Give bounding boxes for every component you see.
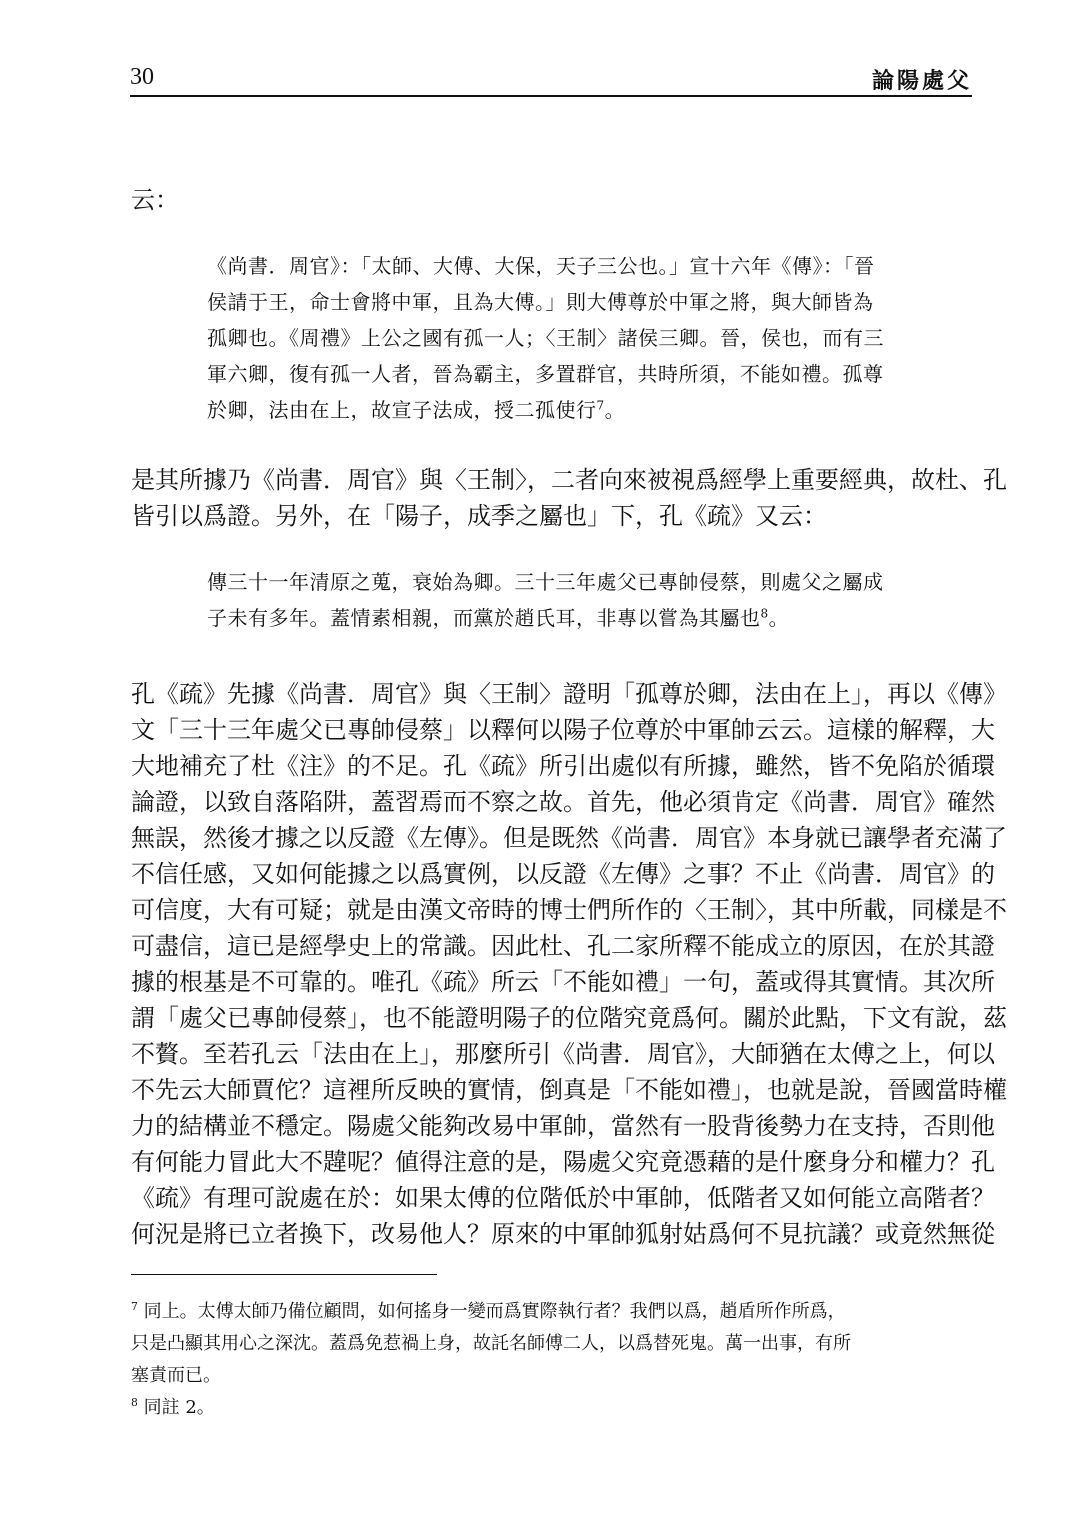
footnote-text: 同註 2。 <box>143 1397 215 1418</box>
page-number: 30 <box>130 64 154 90</box>
footnote-line: 只是凸顯其用心之深沈。蓋爲免惹禍上身，故託名師傅二人，以爲替死鬼。萬一出事，有所 <box>131 1333 851 1354</box>
body-line: 可盡信，這已是經學史上的常識。因此杜、孔二家所釋不能成立的原因，在於其證 <box>131 932 995 960</box>
body-line: 論證，以致自落陷阱，蓋習焉而不察之故。首先，他必須肯定《尚書．周官》確然 <box>131 788 995 816</box>
footnote-text: 同上。太傅太師乃備位顧問，如何搖身一變而爲實際執行者？我們以爲，趙盾所作所爲， <box>143 1301 846 1322</box>
quote-line <box>207 394 625 423</box>
body-line: 皆引以爲證。另外，在「陽子，成季之屬也」下，孔《疏》又云： <box>131 502 827 530</box>
footnote-7 <box>131 1297 846 1323</box>
body-line: 大地補充了杜《注》的不足。孔《疏》所引出處似有所據，雖然，皆不免陷於循環 <box>131 752 995 780</box>
footnote-8 <box>131 1393 215 1419</box>
body-line: 何況是將已立者換下，改易他人？原來的中軍帥狐射姑爲何不見抗議？或竟然無從 <box>131 1220 995 1248</box>
quote-text: 子未有多年。蓋情素相親，而黨於趙氏耳，非專以嘗為其屬也 <box>207 606 761 630</box>
page-header <box>130 60 972 96</box>
footnote-line: 塞責而已。 <box>131 1365 221 1386</box>
body-line: 無誤，然後才據之以反證《左傳》。但是既然《尚書．周官》本身就已讓學者充滿了 <box>131 824 1007 852</box>
body-line: 不信任感，又如何能據之以爲實例，以反證《左傳》之事？不止《尚書．周官》的 <box>131 860 995 888</box>
body-line: 文「三十三年處父已專帥侵蔡」以釋何以陽子位尊於中軍帥云云。這樣的解釋，大 <box>131 716 995 744</box>
body-line: 據的根基是不可靠的。唯孔《疏》所云「不能如禮」一句，蓋或得其實情。其次所 <box>131 968 995 996</box>
footnote-mark: 7 <box>131 1300 138 1313</box>
body-line: 不贅。至若孔云「法由在上」，那麼所引《尚書．周官》，大師猶在太傅之上，何以 <box>131 1040 995 1068</box>
body-line: 是其所據乃《尚書．周官》與〈王制〉，二者向來被視爲經學上重要經典，故杜、孔 <box>131 466 1007 494</box>
body-line: 可信度，大有可疑；就是由漢文帝時的博士們所作的〈王制〉，其中所載，同樣是不 <box>131 896 1007 924</box>
footnote-rule <box>131 1274 437 1275</box>
body-line: 《疏》有理可說處在於：如果太傅的位階低於中軍帥，低階者又如何能立高階者？ <box>131 1184 995 1212</box>
running-title: 論陽處父 <box>871 68 972 94</box>
intro-text: 云： <box>131 186 179 214</box>
quote-line: 軍六卿，復有孤一人者，晉為霸主，多置群官，共時所須，不能如禮。孤尊 <box>207 362 884 386</box>
quote-line: 傳三十一年清原之蒐，衰始為卿。三十三年處父已專帥侵蔡，則處父之屬成 <box>207 570 884 594</box>
body-line: 有何能力冒此大不韙呢？値得注意的是，陽處父究竟憑藉的是什麼身分和權力？孔 <box>131 1148 995 1176</box>
quote-line <box>207 602 789 631</box>
body-line: 力的結構並不穩定。陽處父能夠改易中軍帥，當然有一股背後勢力在支持，否則他 <box>131 1112 995 1140</box>
footnote-mark: 8 <box>131 1396 138 1409</box>
quote-text-end: 。 <box>604 398 626 422</box>
body-line: 謂「處父已專帥侵蔡」，也不能證明陽子的位階究竟爲何。關於此點，下文有說，茲 <box>131 1004 1007 1032</box>
quote-line: 侯請于王，命士會將中軍，且為大傅。」則大傅尊於中軍之將，與大師皆為 <box>207 290 874 314</box>
header-rule <box>130 95 972 97</box>
quote-line: 孤卿也。《周禮》上公之國有孤一人；〈王制〉諸侯三卿。晉，侯也，而有三 <box>207 326 884 350</box>
quote-text: 於卿，法由在上，故宣子法成，授二孤使行 <box>207 398 597 422</box>
footnote-ref-7[interactable]: 7 <box>596 398 605 413</box>
body-line: 不先云大師賈佗？這裡所反映的實情，倒真是「不能如禮」，也就是說，晉國當時權 <box>131 1076 1007 1104</box>
quote-line: 《尚書．周官》：「太師、大傅、大保，天子三公也。」宣十六年《傳》：「晉 <box>207 254 875 278</box>
body-line: 孔《疏》先據《尚書．周官》與〈王制〉證明「孤尊於卿，法由在上」，再以《傳》 <box>131 680 1007 708</box>
footnote-ref-8[interactable]: 8 <box>760 606 769 621</box>
quote-text-end: 。 <box>768 606 790 630</box>
